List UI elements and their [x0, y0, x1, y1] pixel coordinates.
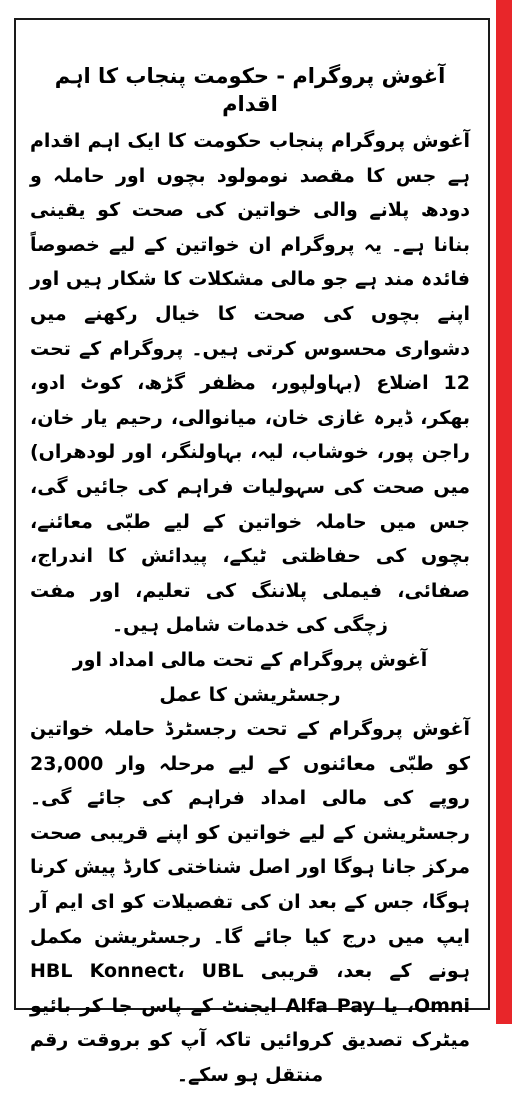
article-paragraph-registration: آغوش پروگرام کے تحت رجسٹرڈ حاملہ خواتین کو طبّی معائنوں کے لیے مرحلہ وار 23,000 روپے کی مالی امداد فراہم کی جائے گی۔ رجسٹریشن کے لیے خواتین کو اپنے قریبی صحت مرکز جانا ہوگا اور اصل شناختی کارڈ پیش کرنا ہوگا، جس کے بعد ان کی تفصیلات کو ای ایم آر ایپ میں درج کیا جائے گا۔ رجسٹریشن مکمل ہونے کے بعد، قریبی HBL Konnect، UBL Omni، یا Alfa Pay ایجنٹ کے پاس جا کر بائیو میٹرک تصدیق کروائیں تاکہ آپ کو بروقت رقم منتقل ہو سکے۔ — [30, 718, 470, 1087]
red-accent-bar — [496, 0, 512, 1024]
article-content — [30, 62, 470, 1093]
article-paragraph-intro: آغوش پروگرام پنجاب حکومت کا ایک اہم اقدام ہے جس کا مقصد نومولود بچوں اور حاملہ و دودھ پلانے والی خواتین کی صحت کو یقینی بنانا ہے۔ یہ پروگرام ان خواتین کے لیے خصوصاً فائدہ مند ہے جو مالی مشکلات کا شکار ہیں اور اپنے بچوں کی صحت کا خیال رکھنے میں دشواری محسوس کرتی ہیں۔ پروگرام کے تحت 12 اضلاع (بہاولپور، مظفر گڑھ، کوٹ ادو، بھکر، ڈیرہ غازی خان، میانوالی، رحیم یار خان، راجن پور، خوشاب، لیہ، بہاولنگر، اور لودھراں) میں صحت کی سہولیات فراہم کی جائیں گی، جس میں حاملہ خواتین کے لیے طبّی معائنے، بچوں کی حفاظتی ٹیکے، پیدائش کا اندراج، صفائی، فیملی پلاننگ کی تعلیم، اور مفت زچگی کی خدمات شامل ہیں۔ — [30, 130, 470, 637]
article-subheading: آغوش پروگرام کے تحت مالی امداد اور رجسٹریشن کا عمل — [72, 648, 428, 706]
article-headline: آغوش پروگرام - حکومت پنجاب کا اہم اقدام — [54, 64, 446, 116]
